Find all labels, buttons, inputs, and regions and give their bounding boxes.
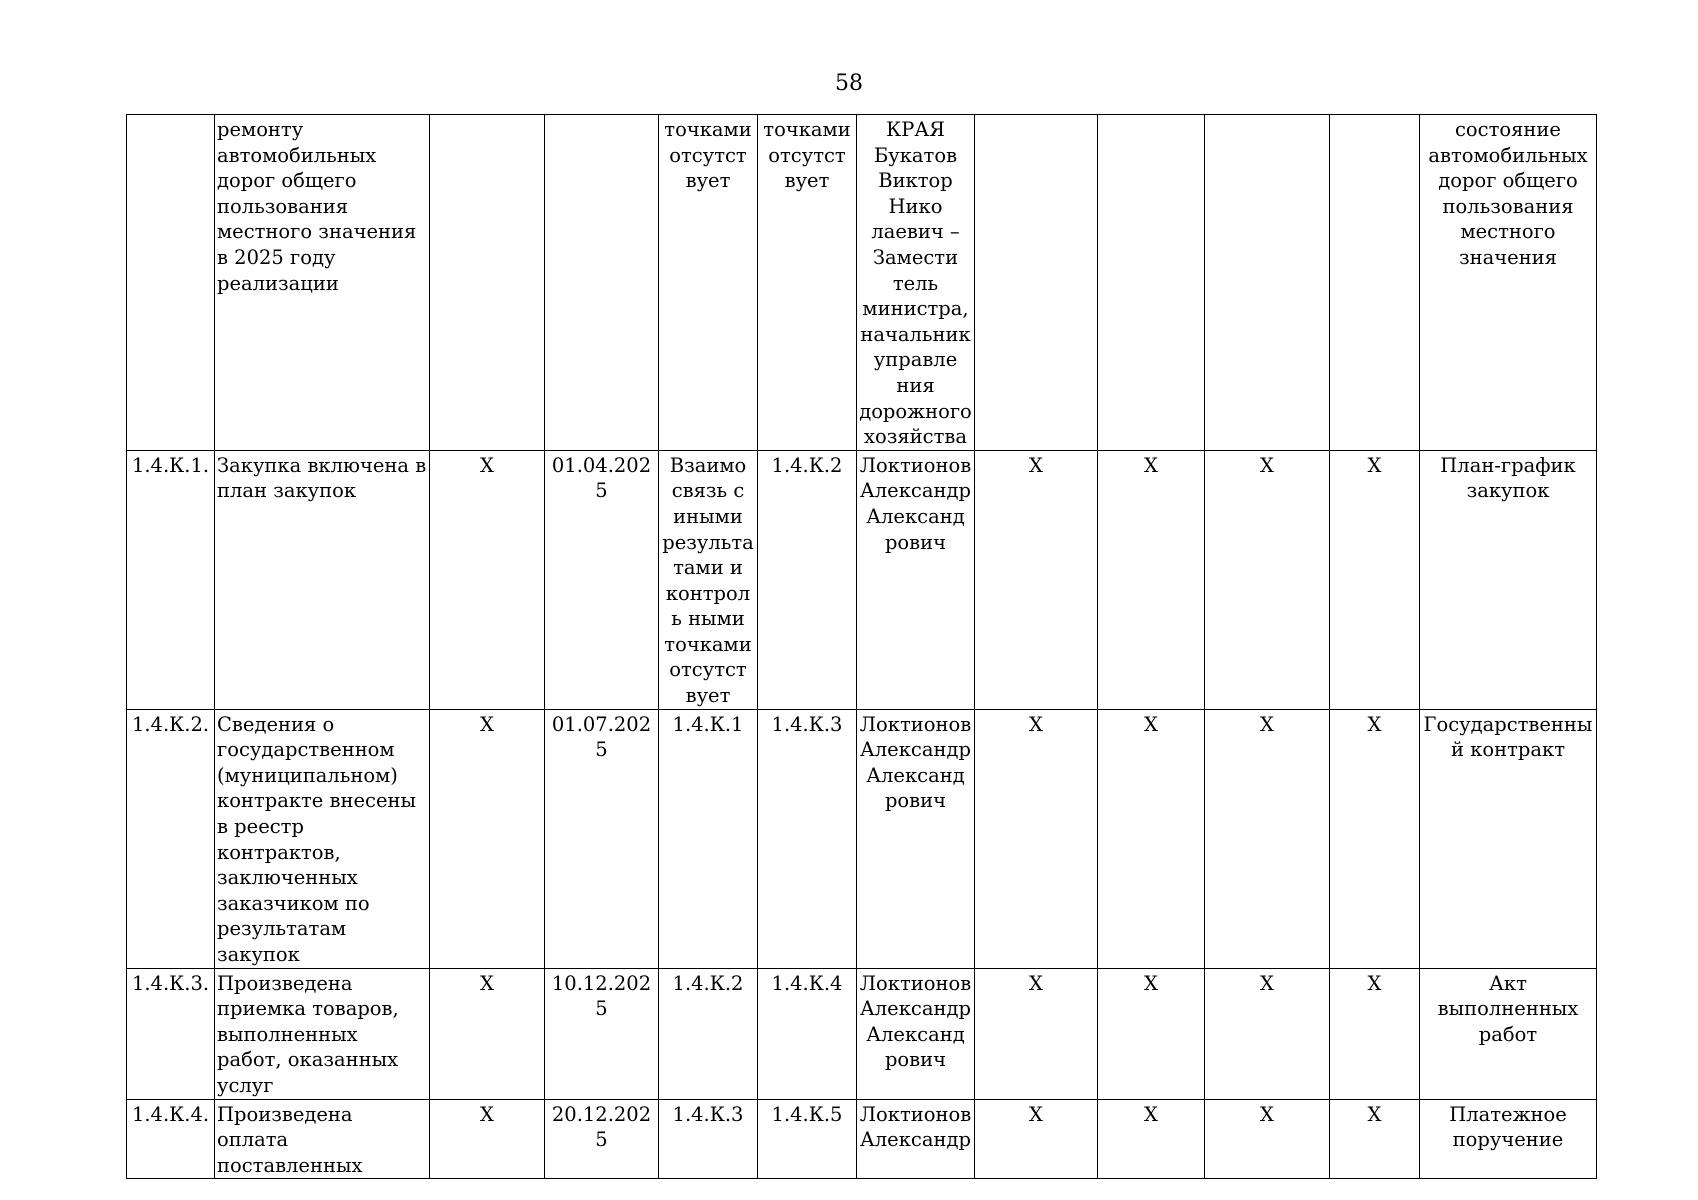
mark-cell: Х [1205,968,1330,1099]
control-points-table [126,114,1597,1179]
mark-cell: Х [1098,968,1205,1099]
start-date-cell: Х [430,1099,545,1179]
mark-cell: Х [1098,1099,1205,1179]
end-date-cell: 01.04.2025 [545,450,659,709]
row-number-cell: 1.4.К.3. [127,968,215,1099]
row-number-cell [127,115,215,451]
table-row [127,709,1597,968]
start-date-cell: Х [430,450,545,709]
table-row [127,450,1597,709]
mark-cell: Х [1098,450,1205,709]
mark-cell: Х [1330,450,1420,709]
start-date-cell: Х [430,709,545,968]
event-name-cell: Сведения о государственном (муниципальном) контракте внесены в реестр контрактов, заключенных заказчиком по результатам закупок [215,709,430,968]
document-cell: Акт выполненных работ [1420,968,1597,1099]
row-number-cell: 1.4.К.2. [127,709,215,968]
mark-cell [1205,115,1330,451]
event-name-cell: Закупка включена в план закупок [215,450,430,709]
predecessor-cell: 1.4.К.2 [659,968,758,1099]
mark-cell: Х [1330,1099,1420,1179]
document-cell: Платежное поручение [1420,1099,1597,1179]
table-row [127,1099,1597,1179]
mark-cell [975,115,1098,451]
predecessor-cell: 1.4.К.1 [659,709,758,968]
mark-cell: Х [975,968,1098,1099]
predecessor-cell: Взаимо связь с иными результа тами и контроль ными точками отсутст вует [659,450,758,709]
start-date-cell [430,115,545,451]
document-cell: состояние автомобильных дорог общего пользования местного значения [1420,115,1597,451]
mark-cell: Х [1330,968,1420,1099]
responsible-cell: Локтионов Александр Александ рович [857,968,975,1099]
row-number-cell: 1.4.К.1. [127,450,215,709]
event-name-cell: Произведена оплата поставленных [215,1099,430,1179]
table-row [127,968,1597,1099]
event-name-cell: Произведена приемка товаров, выполненных работ, оказанных услуг [215,968,430,1099]
mark-cell: Х [975,709,1098,968]
page-number: 58 [835,71,863,96]
successor-cell: 1.4.К.2 [758,450,857,709]
predecessor-cell: точками отсутст вует [659,115,758,451]
successor-cell: точками отсутст вует [758,115,857,451]
mark-cell: Х [1205,1099,1330,1179]
mark-cell: Х [1205,709,1330,968]
responsible-cell: Локтионов Александр [857,1099,975,1179]
responsible-cell: Локтионов Александр Александ рович [857,709,975,968]
end-date-cell: 10.12.2025 [545,968,659,1099]
responsible-cell: КРАЯ Букатов Виктор Нико лаевич – Замести тель министра, начальник управле ния дорожного хозяйства [857,115,975,451]
mark-cell: Х [975,450,1098,709]
event-name-cell: ремонту автомобильных дорог общего пользования местного значения в 2025 году реализации [215,115,430,451]
mark-cell: Х [1098,709,1205,968]
mark-cell: Х [1205,450,1330,709]
table-row [127,115,1597,451]
successor-cell: 1.4.К.4 [758,968,857,1099]
end-date-cell [545,115,659,451]
start-date-cell: Х [430,968,545,1099]
mark-cell [1098,115,1205,451]
mark-cell: Х [975,1099,1098,1179]
end-date-cell: 01.07.2025 [545,709,659,968]
end-date-cell: 20.12.2025 [545,1099,659,1179]
successor-cell: 1.4.К.5 [758,1099,857,1179]
mark-cell [1330,115,1420,451]
predecessor-cell: 1.4.К.3 [659,1099,758,1179]
row-number-cell: 1.4.К.4. [127,1099,215,1179]
document-cell: План-график закупок [1420,450,1597,709]
responsible-cell: Локтионов Александр Александ рович [857,450,975,709]
document-cell: Государственный контракт [1420,709,1597,968]
successor-cell: 1.4.К.3 [758,709,857,968]
mark-cell: Х [1330,709,1420,968]
